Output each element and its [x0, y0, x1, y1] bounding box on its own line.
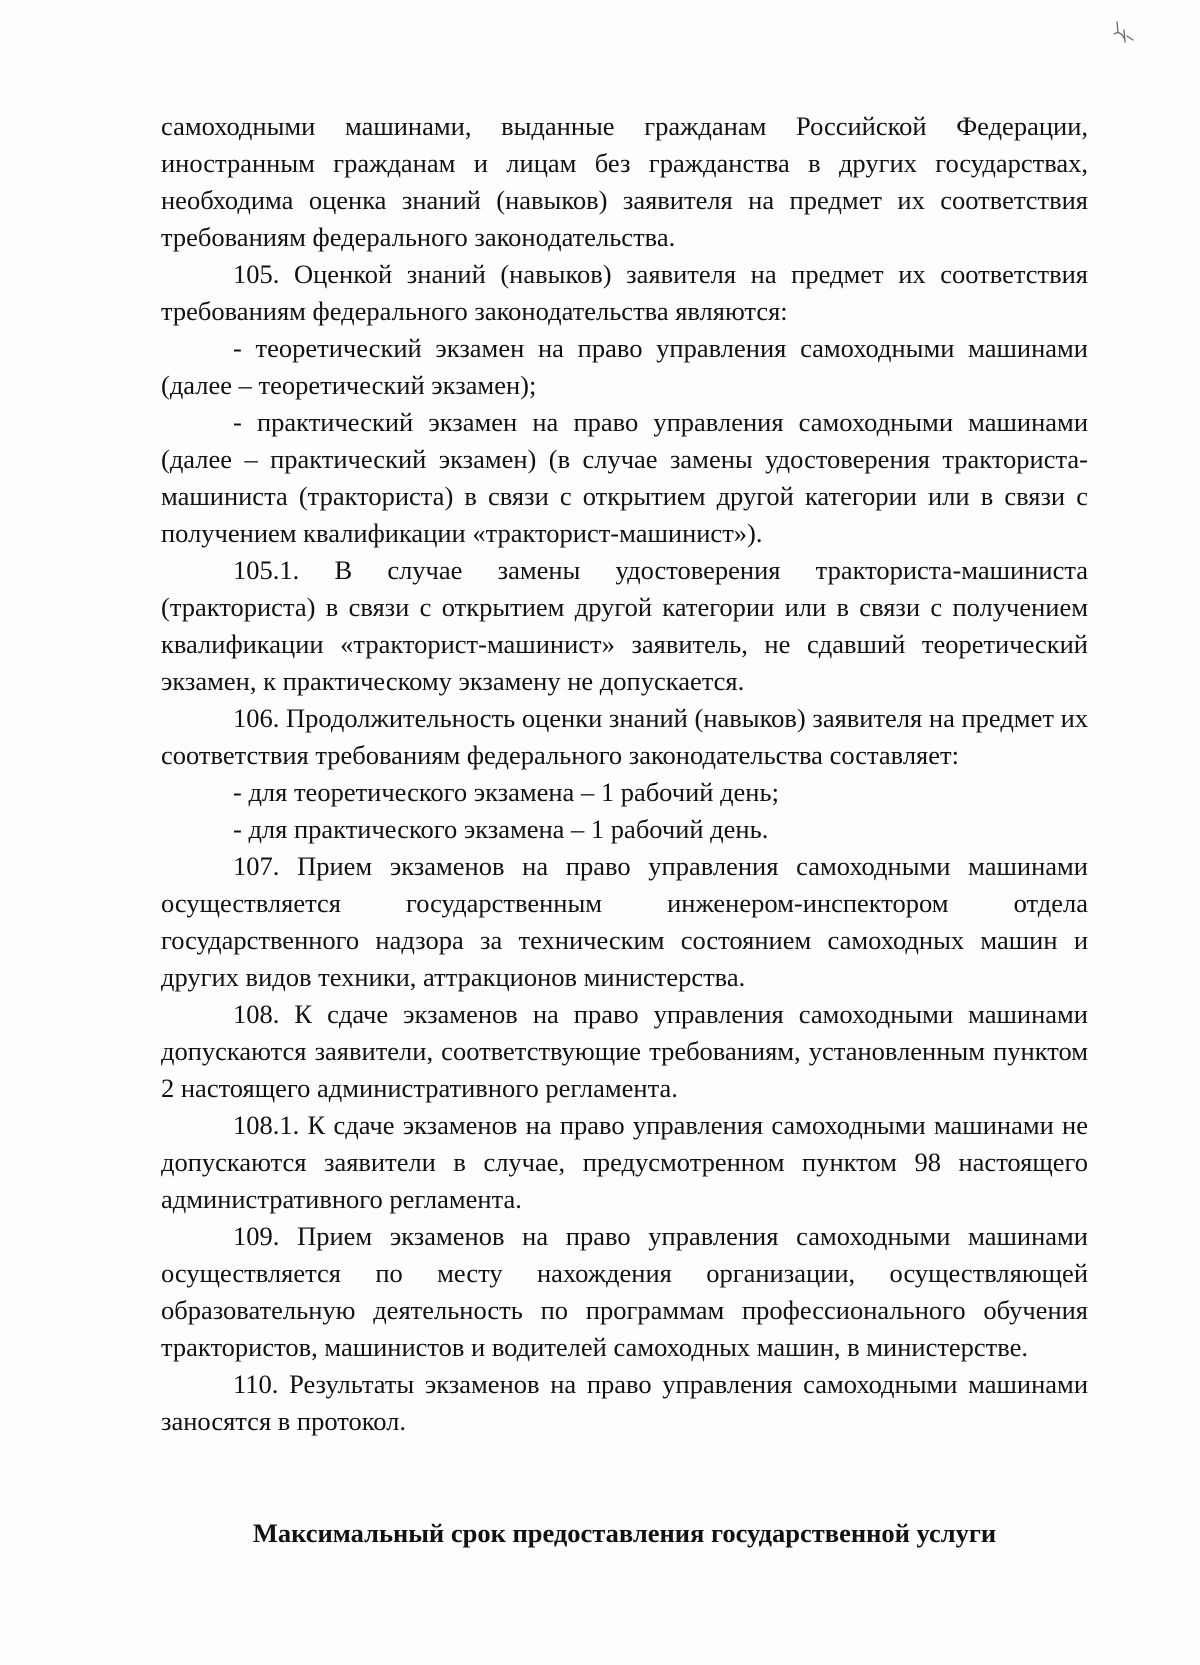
paragraph-105: 105. Оценкой знаний (навыков) заявителя на предмет их соответствия требованиям федерального законодательства являются: — [161, 259, 1088, 326]
paragraph-106: 106. Продолжительность оценки знаний (навыков) заявителя на предмет их соответствия требованиям федерального законодательства составляет: — [161, 703, 1088, 770]
list-item-practical-duration: - для практического экзамена – 1 рабочий день. — [233, 814, 769, 844]
list-item-theoretical-exam: - теоретический экзамен на право управления самоходными машинами (далее – теоретический экзамен); — [161, 333, 1088, 400]
paragraph-105-1: 105.1. В случае замены удостоверения тракториста-машиниста (тракториста) в связи с открытием другой категории или в связи с получением квалификации «тракторист-машинист» заявитель, не сдавший теоретический экзамен, к практическому экзамену не допускается. — [161, 555, 1088, 696]
paragraph-107: 107. Прием экзаменов на право управления самоходными машинами осуществляется государственным инженером-инспектором отдела государственного надзора за техническим состоянием самоходных машин и других видов техники, аттракционов министерства. — [161, 851, 1088, 992]
list-item-practical-exam: - практический экзамен на право управления самоходными машинами (далее – практический экзамен) (в случае замены удостоверения тракториста-машиниста (тракториста) в связи с открытием другой категории или в связи с получением квалификации «тракторист-машинист»). — [161, 407, 1088, 548]
document-body — [161, 108, 1088, 1440]
handwritten-mark-icon — [1108, 16, 1138, 56]
section-heading: Максимальный срок предоставления государственной услуги — [252, 1518, 997, 1548]
paragraph-108-1: 108.1. К сдаче экзаменов на право управления самоходными машинами не допускаются заявители в случае, предусмотренном пунктом 98 настоящего административного регламента. — [161, 1110, 1088, 1214]
list-item-theoretical-duration: - для теоретического экзамена – 1 рабочий день; — [233, 777, 779, 807]
paragraph-109: 109. Прием экзаменов на право управления самоходными машинами осуществляется по месту нахождения организации, осуществляющей образовательную деятельность по программам профессионального обучения трактористов, машинистов и водителей самоходных машин, в министерстве. — [161, 1221, 1088, 1362]
paragraph-continuation: самоходными машинами, выданные гражданам Российской Федерации, иностранным гражданам и лицам без гражданства в других государствах, необходима оценка знаний (навыков) заявителя на предмет их соответствия требованиям федерального законодательства. — [161, 111, 1088, 252]
paragraph-108: 108. К сдаче экзаменов на право управления самоходными машинами допускаются заявители, соответствующие требованиям, установленным пунктом 2 настоящего административного регламента. — [161, 999, 1088, 1103]
paragraph-110: 110. Результаты экзаменов на право управления самоходными машинами заносятся в протокол. — [161, 1369, 1088, 1436]
